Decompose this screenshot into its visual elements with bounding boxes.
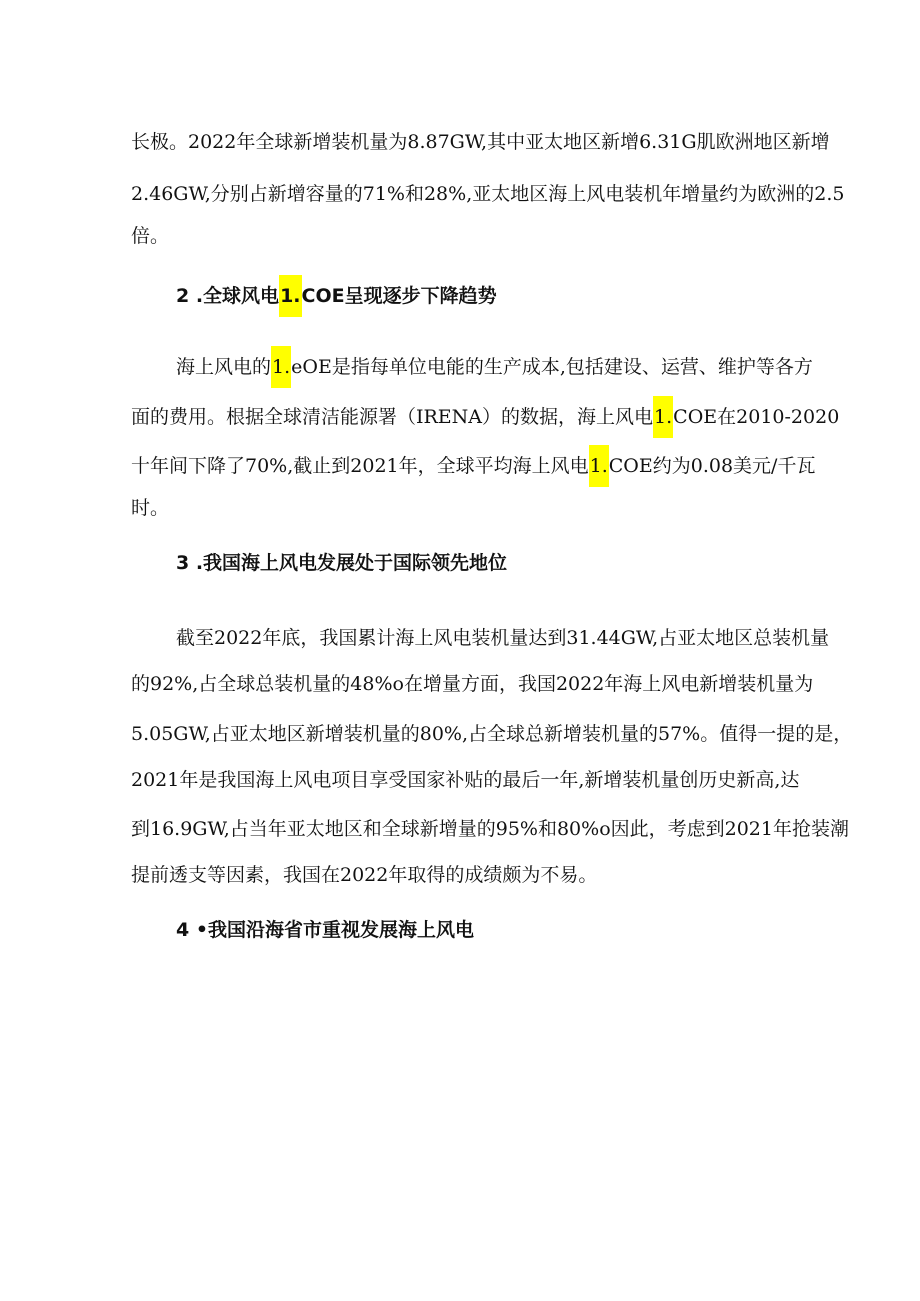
para2-line3 bbox=[131, 445, 815, 487]
para2-line2-text-b: COE在2010-2020 bbox=[673, 406, 840, 428]
para2-line1-text-a: 海上风电的 bbox=[176, 356, 272, 378]
para3-line6: 提前透支等因素，我国在2022年取得的成绩颇为不易。 bbox=[131, 864, 598, 886]
para3-line3: 5.05GW,占亚太地区新增装机量的80%,占全球总新增装机量的57%。值得一提的是， bbox=[131, 723, 853, 745]
para3-line2: 的92%,占全球总装机量的48%o在增量方面，我国2022年海上风电新增装机量为 bbox=[131, 673, 814, 695]
para2-line2 bbox=[131, 396, 839, 438]
para2-line1-text-b: eOE是指每单位电能的生产成本,包括建设、运营、维护等各方 bbox=[291, 356, 813, 378]
para2-line2-highlight: 1. bbox=[653, 396, 673, 438]
para2-line1 bbox=[176, 346, 813, 388]
heading2-text-before: 2 .全球风电 bbox=[176, 285, 280, 307]
heading2-highlight: 1. bbox=[279, 275, 301, 317]
para3-line5: 到16.9GW,占当年亚太地区和全球新增量的95%和80%o因此，考虑到2021年抢装潮 bbox=[131, 818, 849, 840]
para2-line3-highlight: 1. bbox=[589, 445, 609, 487]
section-heading-2 bbox=[176, 275, 497, 317]
para2-line2-text-a: 面的费用。根据全球清洁能源署（IRENA）的数据，海上风电 bbox=[131, 406, 654, 428]
heading2-text-after: COE呈现逐步下降趋势 bbox=[301, 285, 497, 307]
para3-line4: 2021年是我国海上风电项目享受国家补贴的最后一年,新增装机量创历史新高,达 bbox=[131, 769, 800, 791]
para2-line3-text-a: 十年间下降了70%,截止到2021年，全球平均海上风电 bbox=[131, 455, 589, 477]
para3-line1: 截至2022年底，我国累计海上风电装机量达到31.44GW,占亚太地区总装机量 bbox=[176, 627, 830, 649]
para2-line3-text-b: COE约为0.08美元/千瓦 bbox=[608, 455, 816, 477]
para2-line4: 时。 bbox=[131, 497, 170, 519]
section-heading-3: 3 .我国海上风电发展处于国际领先地位 bbox=[176, 552, 508, 574]
para1-line2: 2.46GW,分别占新增容量的71%和28%,亚太地区海上风电装机年增量约为欧洲的2.5 bbox=[131, 183, 845, 205]
section-heading-4: 4 •我国沿海省市重视发展海上风电 bbox=[176, 919, 474, 941]
para1-line1: 长极。2022年全球新增装机量为8.87GW,其中亚太地区新增6.31G肌欧洲地区新增 bbox=[131, 131, 830, 153]
para2-line1-highlight: 1. bbox=[271, 346, 291, 388]
para1-line3: 倍。 bbox=[131, 225, 170, 247]
